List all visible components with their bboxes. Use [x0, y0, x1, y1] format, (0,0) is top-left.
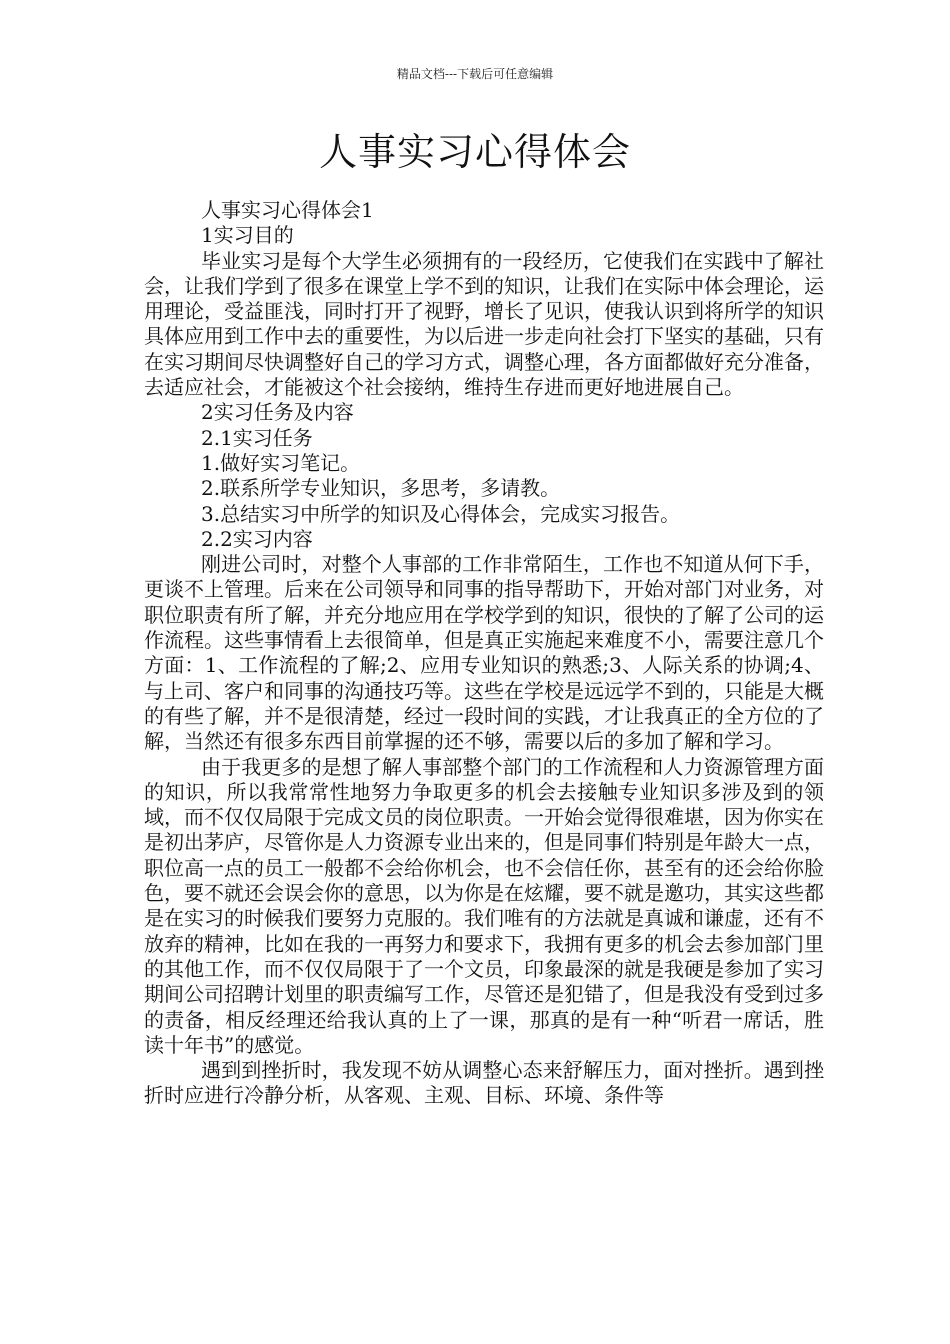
document-body — [144, 198, 824, 1109]
subsection-heading: 1实习目的 — [201, 223, 294, 248]
body-paragraph: 刚进公司时，对整个人事部的工作非常陌生，工作也不知道从何下手，更谈不上管理。后来在公司领导和同事的指导帮助下，开始对部门对业务，对职位职责有所了解，并充分地应用在学校学到的知识，很快的了解了公司的运作流程。这些事情看上去很简单，但是真正实施起来难度不小，需要注意几个方面：1、工作流程的了解;2、应用专业知识的熟悉;3、人际关系的协调;4、与上司、客户和同事的沟通技巧等。这些在学校是远远学不到的，只能是大概的有些了解，并不是很清楚，经过一段时间的实践，才让我真正的全方位的了解，当然还有很多东西目前掌握的还不够，需要以后的多加了解和学习。 — [144, 552, 824, 754]
page-header-note: 精品文档---下载后可任意编辑 — [396, 67, 554, 81]
body-paragraph: 遇到到挫折时，我发现不妨从调整心态来舒解压力，面对挫折。遇到挫折时应进行冷静分析，从客观、主观、目标、环境、条件等 — [144, 1058, 824, 1108]
section-heading: 人事实习心得体会1 — [201, 198, 374, 222]
list-item: 1.做好实习笔记。 — [201, 450, 361, 475]
subsection-heading: 2.1实习任务 — [201, 425, 313, 450]
document-title: 人事实习心得体会 — [318, 130, 631, 174]
body-paragraph: 由于我更多的是想了解人事部整个部门的工作流程和人力资源管理方面的知识，所以我常常性地努力争取更多的机会去接触专业知识多涉及到的领域，而不仅仅局限于完成文员的岗位职责。一开始会觉得很难堪，因为你实在是初出茅庐，尽管你是人力资源专业出来的，但是同事们特别是年龄大一点，职位高一点的员工一般都不会给你机会，也不会信任你，甚至有的还会给你脸色，要不就还会误会你的意思，以为你是在炫耀，要不就是邀功，其实这些都是在实习的时候我们要努力克服的。我们唯有的方法就是真诚和谦虚，还有不放弃的精神，比如在我的一再努力和要求下，我拥有更多的机会去参加部门里的其他工作，而不仅仅局限于了一个文员，印象最深的就是我硬是参加了实习期间公司招聘计划里的职责编写工作，尽管还是犯错了，但是我没有受到过多的责备，相反经理还给我认真的上了一课，那真的是有一种“听君一席话，胜读十年书”的感觉。 — [144, 754, 824, 1057]
list-item: 2.联系所学专业知识，多思考，多请教。 — [201, 476, 561, 501]
subsection-heading: 2.2实习内容 — [201, 526, 313, 551]
list-item: 3.总结实习中所学的知识及心得体会，完成实习报告。 — [201, 501, 681, 526]
subsection-heading: 2实习任务及内容 — [201, 400, 354, 425]
body-paragraph: 毕业实习是每个大学生必须拥有的一段经历，它使我们在实践中了解社会，让我们学到了很多在课堂上学不到的知识，让我们在实际中体会理论，运用理论，受益匪浅，同时打开了视野，增长了见识，使我认识到将所学的知识具体应用到工作中去的重要性，为以后进一步走向社会打下坚实的基础，只有在实习期间尽快调整好自己的学习方式，调整心理，各方面都做好充分准备，去适应社会，才能被这个社会接纳，维持生存进而更好地进展自己。 — [144, 248, 824, 400]
